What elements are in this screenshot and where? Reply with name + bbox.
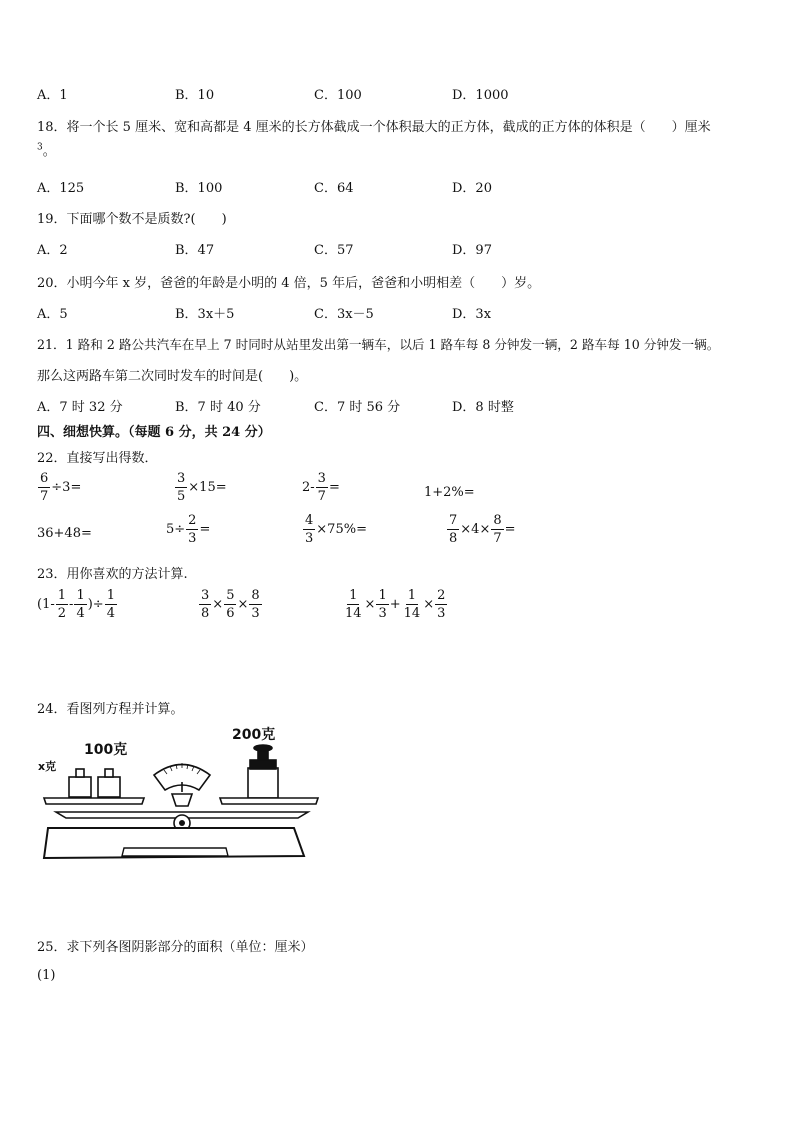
q18-option-c: C．64: [314, 181, 354, 196]
pivot-center: [179, 820, 185, 826]
q23-expr-2: [198, 589, 263, 620]
numerator: 1: [57, 588, 67, 603]
q25-title: 25．求下列各图阴影部分的面积（单位：厘米）: [37, 940, 314, 955]
expr-text: ×75%=: [316, 522, 367, 537]
denominator: 7: [317, 489, 326, 504]
numerator: 3: [317, 471, 326, 486]
right-pan: [220, 798, 318, 804]
expr-text: ×15=: [188, 480, 227, 495]
denominator: 7: [40, 489, 49, 504]
expr-text: (1-: [37, 597, 55, 612]
numerator: 8: [493, 513, 502, 528]
scale-gauge: [154, 765, 210, 807]
section-heading: 四、细想快算。（每题 6 分，共 24 分）: [37, 425, 271, 440]
denominator: 3: [251, 606, 260, 621]
q20-option-b: B．3x＋5: [175, 307, 235, 322]
q23-expr-3: [342, 589, 448, 620]
expr-text: 2-: [302, 480, 315, 495]
q19-text: 19．下面哪个数不是质数?( ): [37, 212, 227, 227]
q19-option-a: A．2: [37, 243, 68, 258]
numerator: 5: [226, 588, 235, 603]
q22-title: 22．直接写出得数．: [37, 451, 158, 466]
q21-text-cont: 那么这两路车第二次同时发车的时间是( )。: [37, 369, 308, 384]
q18-text-cont: [37, 140, 56, 159]
q19-option-c: C．57: [314, 243, 354, 258]
expr-text: ×: [212, 597, 224, 612]
denominator: 4: [76, 606, 85, 621]
q22-expr-4: 1+2%=: [424, 485, 475, 500]
expr-text: =: [504, 522, 516, 537]
q17-option-d: D．1000: [452, 88, 509, 103]
numerator: 1: [407, 588, 417, 603]
weight-200: [248, 745, 278, 798]
numerator: 3: [201, 588, 210, 603]
expr-text: ×: [237, 597, 249, 612]
denominator: 7: [493, 531, 502, 546]
q22-expr-7: [302, 514, 367, 545]
q22-expr-2: [174, 472, 227, 503]
expr-text: ÷3=: [51, 480, 82, 495]
denominator: 3: [188, 531, 197, 546]
q18-superscript: 3: [37, 142, 43, 153]
q22-expr-5: 36+48=: [37, 526, 92, 541]
numerator: 1: [378, 588, 387, 603]
q20-option-d: D．3x: [452, 307, 492, 322]
q23-expr-1: [37, 589, 118, 620]
q18-option-a: A．125: [37, 181, 85, 196]
q17-option-c: C．100: [314, 88, 362, 103]
numerator: 6: [40, 471, 49, 486]
denominator: 6: [226, 606, 235, 621]
denominator: 3: [378, 606, 387, 621]
numerator: 8: [251, 588, 260, 603]
balance-scale-figure: [36, 720, 326, 865]
q21-option-c: C．7 时 56 分: [314, 400, 401, 415]
expr-text: -: [69, 597, 74, 612]
numerator: 4: [305, 513, 314, 528]
label-200-grams: 200克: [232, 727, 276, 743]
numerator: 3: [177, 471, 186, 486]
expr-text: +: [389, 597, 401, 612]
q21-option-d: D．8 时整: [452, 400, 514, 415]
expr-text: ×: [423, 597, 435, 612]
q18-option-b: B．100: [175, 181, 223, 196]
numerator: 1: [349, 588, 358, 603]
label-100-grams: 100克: [84, 742, 128, 758]
q21-text: 21．1 路和 2 路公共汽车在早上 7 时同时从站里发出第一辆车，以后 1 路车每 8 分钟发一辆，2 路车每 10 分钟发一辆。: [37, 337, 720, 352]
left-pan: [44, 798, 144, 804]
q19-option-d: D．97: [452, 243, 492, 258]
base-slot: [122, 848, 228, 856]
expr-text: ×: [364, 597, 376, 612]
denominator: 5: [177, 489, 186, 504]
weight-x: [69, 769, 91, 797]
q18-text: 18．将一个长 5 厘米、宽和高都是 4 厘米的长方体截成一个体积最大的正方体，截成的正方体的体积是（ ）厘米: [37, 120, 711, 135]
q22-expr-1: [37, 472, 81, 503]
denominator: 4: [106, 606, 115, 621]
q18-option-d: D．20: [452, 181, 492, 196]
q19-option-b: B．47: [175, 243, 215, 258]
q20-text: 20．小明今年 x 岁，爸爸的年龄是小明的 4 倍，5 年后，爸爸和小明相差（ ）岁。: [37, 276, 541, 291]
numerator: 2: [437, 588, 446, 603]
q23-title: 23．用你喜欢的方法计算.: [37, 567, 188, 582]
numerator: 2: [188, 513, 197, 528]
q17-option-b: B．10: [175, 88, 215, 103]
q24-title: 24．看图列方程并计算。: [37, 702, 184, 717]
expr-text: =: [328, 480, 340, 495]
numerator: 1: [76, 588, 85, 603]
denominator: 14: [345, 606, 362, 621]
denominator: 2: [57, 606, 67, 621]
expr-text: ×4×: [460, 522, 491, 537]
q20-option-c: C．3x－5: [314, 307, 374, 322]
q25-sub-1: (1): [37, 968, 56, 983]
q22-expr-8: [446, 514, 516, 545]
q22-expr-3: [302, 472, 340, 503]
expr-text: )÷: [87, 597, 104, 612]
q17-option-a: A．1: [37, 88, 68, 103]
expr-text: =: [199, 522, 211, 537]
denominator: 14: [403, 606, 421, 621]
expr-text: 5÷: [166, 522, 186, 537]
q21-option-b: B．7 时 40 分: [175, 400, 261, 415]
denominator: 8: [449, 531, 458, 546]
q22-expr-6: [166, 514, 210, 545]
q18-tail: 。: [42, 144, 56, 159]
q20-option-a: A．5: [37, 307, 68, 322]
numerator: 1: [106, 588, 115, 603]
q21-option-a: A．7 时 32 分: [37, 400, 123, 415]
label-x-grams: x克: [38, 760, 57, 773]
denominator: 8: [201, 606, 210, 621]
denominator: 3: [305, 531, 314, 546]
numerator: 7: [449, 513, 458, 528]
weight-100: [98, 769, 120, 797]
denominator: 3: [437, 606, 446, 621]
